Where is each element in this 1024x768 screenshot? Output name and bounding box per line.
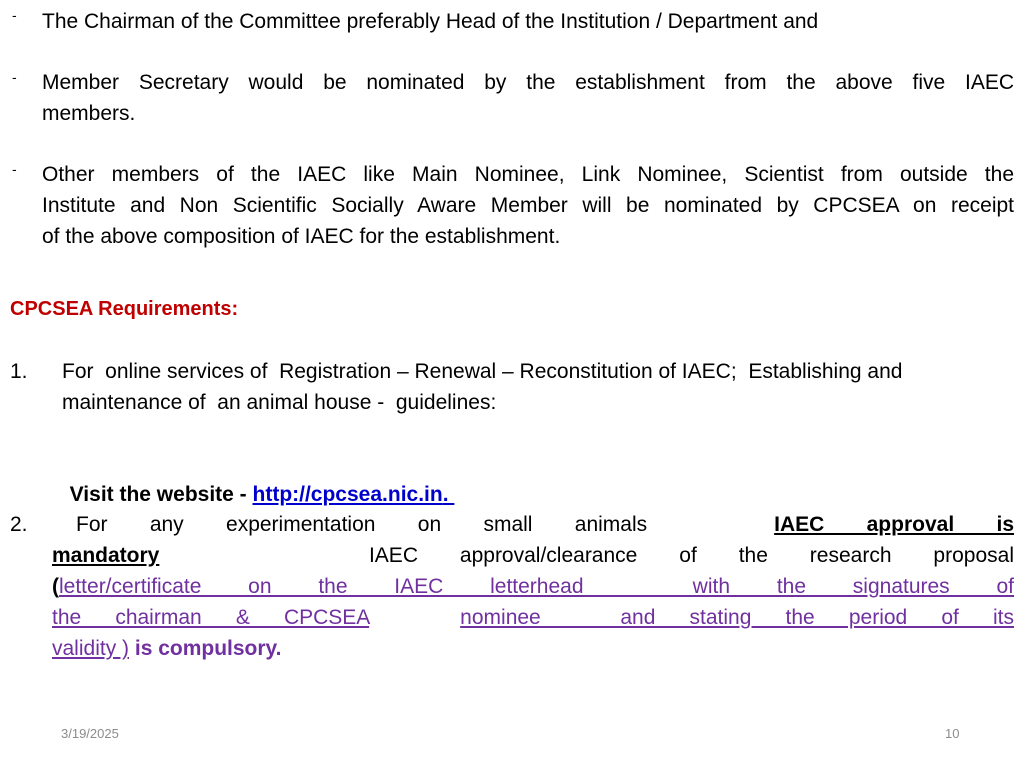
text-line: For online services of Registration – Renewal – Reconstitution of IAEC; Establishing and xyxy=(62,360,903,383)
text-line xyxy=(52,509,1014,540)
text-line xyxy=(52,602,1014,633)
text-line xyxy=(52,571,1014,602)
item-1-text xyxy=(62,356,1014,418)
text-line: Institute and Non Scientific Socially Aware Member will be nominated by CPCSEA on receipt xyxy=(42,194,1014,217)
bullet-text-other-members xyxy=(42,159,1014,252)
text-line xyxy=(52,633,1014,664)
validity-text: validity ) xyxy=(52,637,130,660)
open-paren: ( xyxy=(52,575,59,598)
cpcsea-website-link[interactable]: http://cpcsea.nic.in xyxy=(252,483,443,506)
visit-website-label: Visit the website - xyxy=(69,483,253,506)
bullet-marker: - xyxy=(12,7,17,23)
item-2-number: 2. xyxy=(10,513,28,536)
text-line: of the above composition of IAEC for the establishment. xyxy=(42,225,561,248)
iaec-approval-emphasis: IAEC approval is xyxy=(774,513,1014,536)
page-number: 10 xyxy=(945,726,960,741)
nominee-validity-text: nominee and stating the period of its xyxy=(460,606,1014,629)
bullet-marker: - xyxy=(12,161,17,177)
item-1-number: 1. xyxy=(10,360,28,383)
chairman-cpcsea-text: the chairman & CPCSEA xyxy=(52,606,370,629)
clearance-text: IAEC approval/clearance of the research proposal xyxy=(368,544,1014,567)
item-2-intro: For any experimentation on small animals xyxy=(76,513,648,536)
footer-date: 3/19/2025 xyxy=(61,726,119,741)
letter-certificate-text: letter/certificate on the IAEC letterhead with the signatures of xyxy=(59,575,1014,598)
bullet-marker: - xyxy=(12,69,17,85)
bullet-text-chairman xyxy=(42,6,1014,37)
text-line: members. xyxy=(42,102,136,125)
bullet-text-member-secretary xyxy=(42,67,1014,129)
text-line: Member Secretary would be nominated by the establishment from the above five IAEC xyxy=(42,71,1014,94)
text-line: Other members of the IAEC like Main Nominee, Link Nominee, Scientist from outside the xyxy=(42,163,1014,186)
link-suffix: . xyxy=(442,483,455,506)
text-line xyxy=(52,540,1014,571)
compulsory-text: is compulsory. xyxy=(129,637,282,660)
visit-website-line xyxy=(58,448,454,510)
mandatory-emphasis: mandatory xyxy=(52,544,160,567)
item-2-text xyxy=(52,509,1014,664)
requirements-heading: CPCSEA Requirements: xyxy=(10,298,239,320)
text-line: The Chairman of the Committee preferably Head of the Institution / Department and xyxy=(42,10,819,33)
text-line: maintenance of an animal house - guidelines: xyxy=(62,391,497,414)
